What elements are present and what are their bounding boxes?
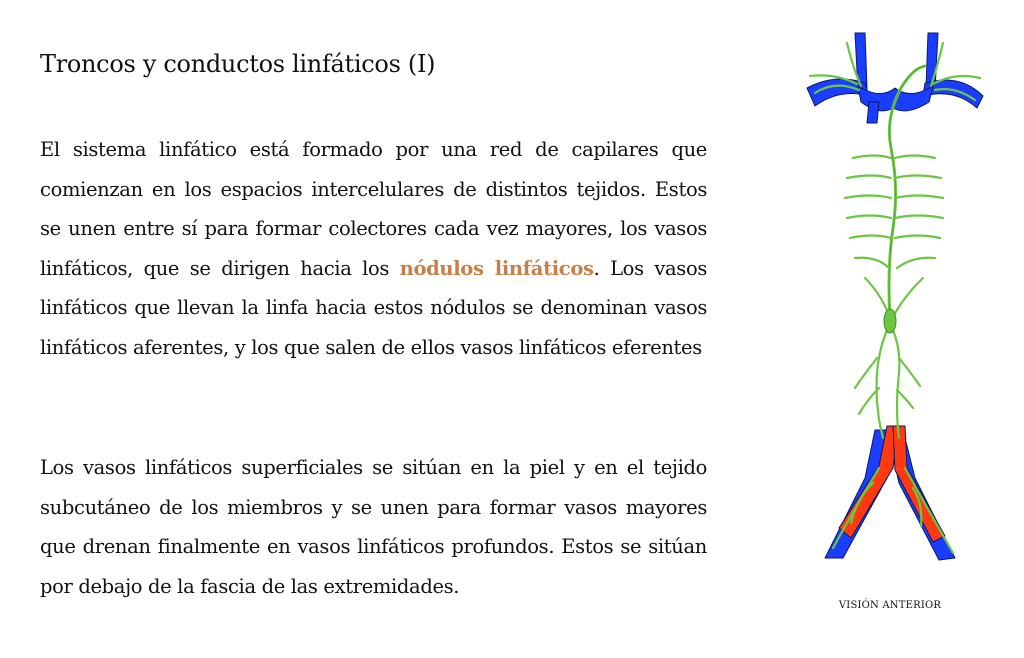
paragraph-intro-text-1: El sistema linfático está formado por una red de capilares que comienzan en los espacios intercelulares de distintos tejidos. Estos se unen entre sí para formar colectores cada vez mayores, los vasos linfáticos, que se dirigen hacia los <box>40 138 707 280</box>
superior-vena-cava <box>867 102 879 123</box>
lymphatic-system-diagram <box>795 28 995 573</box>
cisterna-chyli <box>884 309 896 333</box>
page-title: Troncos y conductos linfáticos (I) <box>40 50 436 78</box>
lymph-nodes-link[interactable]: nódulos linfáticos <box>399 256 594 280</box>
lumbar-trunks <box>877 328 888 438</box>
figure-caption: VISIÓN ANTERIOR <box>838 600 942 611</box>
venous-angle-veins <box>807 33 983 123</box>
iliac-vessels <box>825 426 955 560</box>
paragraph-intro <box>40 130 707 367</box>
paragraph-superficial-vessels: Los vasos linfáticos superficiales se sitúan en la piel y en el tejido subcutáneo de los miembros y se unen para formar vasos mayores que drenan finalmente en vasos linfáticos profundos. Estos se sitúan por debajo de la fascia de las extremidades. <box>40 456 707 598</box>
paragraph-intro-text-2: . Los vasos linfáticos que llevan la linfa hacia estos nódulos se denominan vasos linfáticos aferentes, y los que salen de ellos vasos linfáticos eferentes <box>40 256 707 359</box>
lymphatic-vessels <box>810 43 980 553</box>
